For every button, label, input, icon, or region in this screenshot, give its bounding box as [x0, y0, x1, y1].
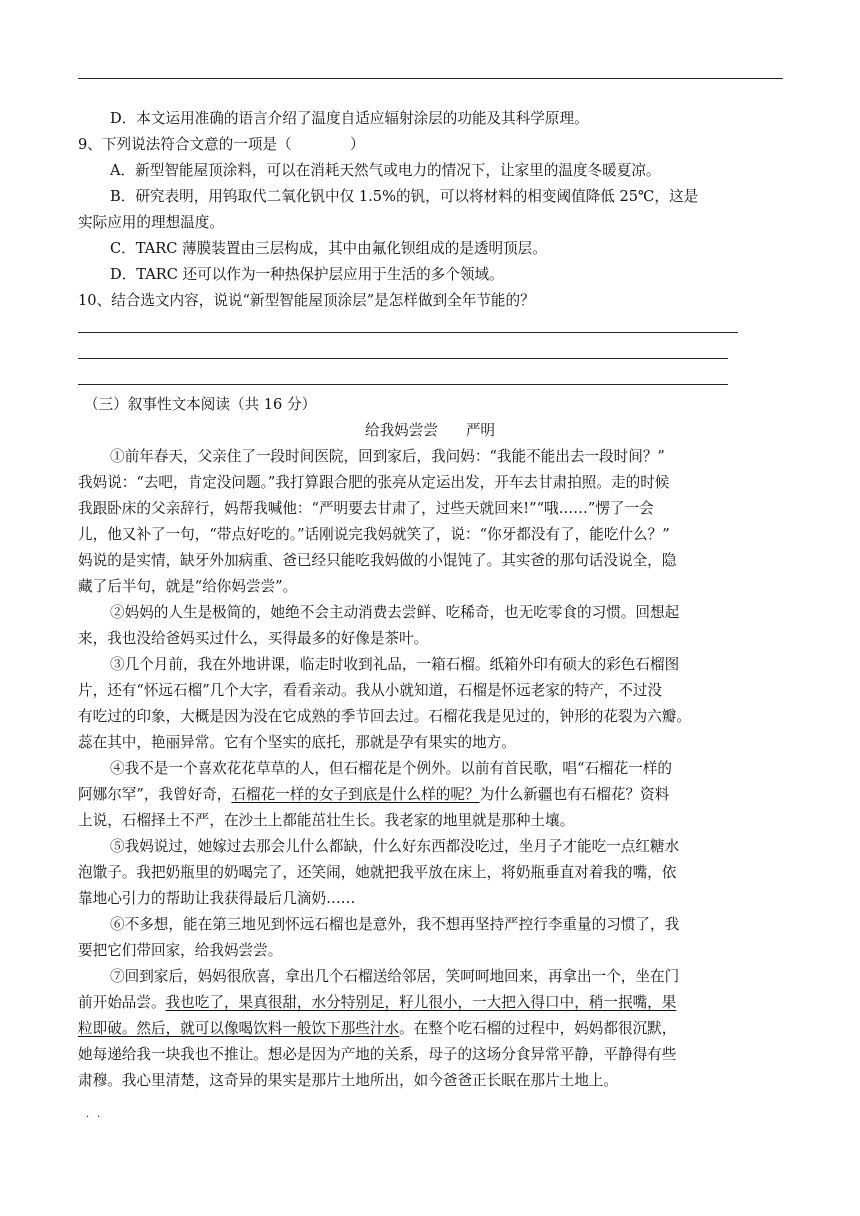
paragraph-4-line: 上说，石榴择土不严，在沙土上都能茁壮生长。我老家的地里就是那种土壤。: [78, 812, 575, 829]
answer-line-1[interactable]: [78, 332, 738, 333]
article-title: 给我妈尝尝: [364, 422, 438, 439]
q8-option-d: D．本文运用准确的语言介绍了温度自适应辐射涂层的功能及其科学原理。: [110, 110, 589, 127]
paragraph-3-line: 片，还有“怀远石榴”几个大字，看看亲动。我从小就知道，石榴是怀远老家的特产，不过没: [78, 682, 663, 699]
q9-option-a: A．新型智能屋顶涂料，可以在消耗天然气或电力的情况下，让家里的温度冬暖夏凉。: [110, 162, 661, 179]
answer-line-2[interactable]: [78, 358, 728, 359]
paragraph-4-line: ④我不是一个喜欢花花草草的人，但石榴花是个例外。以前有首民歌，唱“石榴花一样的: [110, 760, 673, 777]
paragraph-2-line: 来，我也没给爸妈买过什么，买得最多的好像是茶叶。: [78, 630, 429, 647]
paragraph-3-line: 蕊在其中，艳丽异常。它有个坚实的底托，那就是孕有果实的地方。: [78, 734, 516, 751]
section-header: （三）叙事性文本阅读（共 16 分）: [84, 396, 317, 413]
paragraph-7-line: [78, 1019, 676, 1039]
paragraph-1-line: 我妈说：“去吧，肯定没问题。”我打算跟合肥的张亮从定运出发，开车去甘肃拍照。走的时候: [78, 474, 670, 491]
paragraph-5-line: 靠地心引力的帮助让我获得最后几滴奶……: [78, 890, 356, 907]
paragraph-7-text: 前开始品尝。: [78, 994, 166, 1011]
paragraph-1-line: 妈说的是实情，缺牙外加病重、爸已经只能吃我妈做的小馄饨了。其实爸的那句话没说全，隐: [78, 552, 677, 569]
paragraph-7-line: ⑦回到家后，妈妈很欣喜，拿出几个石榴送给邻居，笑呵呵地回来，再拿出一个，坐在门: [110, 968, 680, 985]
q9-option-c: C．TARC 薄膜装置由三层构成，其中由氟化钡组成的是透明顶层。: [110, 240, 547, 257]
answer-line-3[interactable]: [78, 384, 728, 385]
paragraph-7-line: [78, 993, 676, 1013]
paragraph-7-text: 。在整个吃石榴的过程中，妈妈都很沉默，: [399, 1020, 677, 1037]
q9-option-b-cont: 实际应用的理想温度。: [78, 214, 224, 231]
paragraph-7-line: 她每递给我一块我也不推让。想必是因为产地的关系，母子的这场分食异常平静，平静得有些: [78, 1046, 677, 1063]
paragraph-5-line: ⑤我妈说过，她嫁过去那会儿什么都缺，什么好东西都没吃过，坐月子才能吃一点红糖水: [110, 838, 680, 855]
paragraph-4-text: 为什么新疆也有石榴花？资料: [479, 786, 670, 803]
paragraph-1-line: ①前年春天，父亲住了一段时间医院，回到家后，我问妈：“我能不能出去一段时间？”: [110, 448, 665, 465]
underlined-sentence: 石榴花一样的女子到底是什么样的呢？: [231, 786, 480, 803]
paragraph-6-line: ⑥不多想，能在第三地见到怀远石榴也是意外，我不想再坚持严控行李重量的习惯了，我: [110, 916, 680, 933]
q9-stem: 9、下列说法符合文意的一项是（ ）: [78, 136, 365, 153]
paragraph-7-line: 肃穆。我心里清楚，这奇异的果实是那片土地所出，如今爸爸正长眠在那片土地上。: [78, 1072, 618, 1089]
paragraph-3-line: ③几个月前，我在外地讲课，临走时收到礼品，一箱石榴。纸箱外印有硕大的彩色石榴图: [110, 656, 680, 673]
paragraph-6-line: 要把它们带回家，给我妈尝尝。: [78, 942, 283, 959]
paragraph-5-line: 泡馓子。我把奶瓶里的奶喝完了，还笑闹，她就把我平放在床上，将奶瓶垂直对着我的嘴，依: [78, 864, 677, 881]
article-title-row: [0, 421, 860, 441]
q10-stem: 10、结合选文内容，说说“新型智能屋顶涂层”是怎样做到全年节能的？: [78, 292, 535, 309]
article-author: 严明: [465, 422, 496, 439]
q9-option-b: B．研究表明，用钨取代二氧化钒中仅 1.5%的钒，可以将材料的相变阈值降低 25℃，这是: [110, 188, 699, 205]
q9-option-d: D．TARC 还可以作为一种热保护层应用于生活的多个领域。: [110, 266, 504, 283]
header-rule: [78, 78, 783, 79]
paragraph-4-line: [78, 785, 669, 805]
emphasis-dots: ··: [86, 1112, 109, 1123]
paragraph-1-line: 儿，他又补了一句，“带点好吃的。”话刚说完我妈就笑了，说：“你牙都没有了，能吃什么？”: [78, 526, 670, 543]
paragraph-2-line: ②妈妈的人生是极简的，她绝不会主动消费去尝鲜、吃稀奇，也无吃零食的习惯。回想起: [110, 604, 680, 621]
underlined-sentence: 粒即破。然后，就可以像喝饮料一般饮下那些汁水: [78, 1020, 400, 1037]
paragraph-1-line: 藏了后半句，就是“给你妈尝尝”。: [78, 578, 298, 595]
paragraph-4-text: 阿娜尔罕”，我曾好奇，: [78, 786, 232, 803]
paragraph-1-line: 我跟卧床的父亲辞行，妈帮我喊他：“严明要去甘肃了，过些天就回来!”“哦……”愣了一会: [78, 500, 654, 517]
paragraph-3-line: 有吃过的印象，大概是因为没在它成熟的季节回去过。石榴花我是见过的，钟形的花裂为六瓣。: [78, 708, 691, 725]
underlined-sentence: 我也吃了，果真很甜，水分特别足，籽儿很小，一大把入得口中，稍一抿嘴，果: [165, 994, 677, 1011]
